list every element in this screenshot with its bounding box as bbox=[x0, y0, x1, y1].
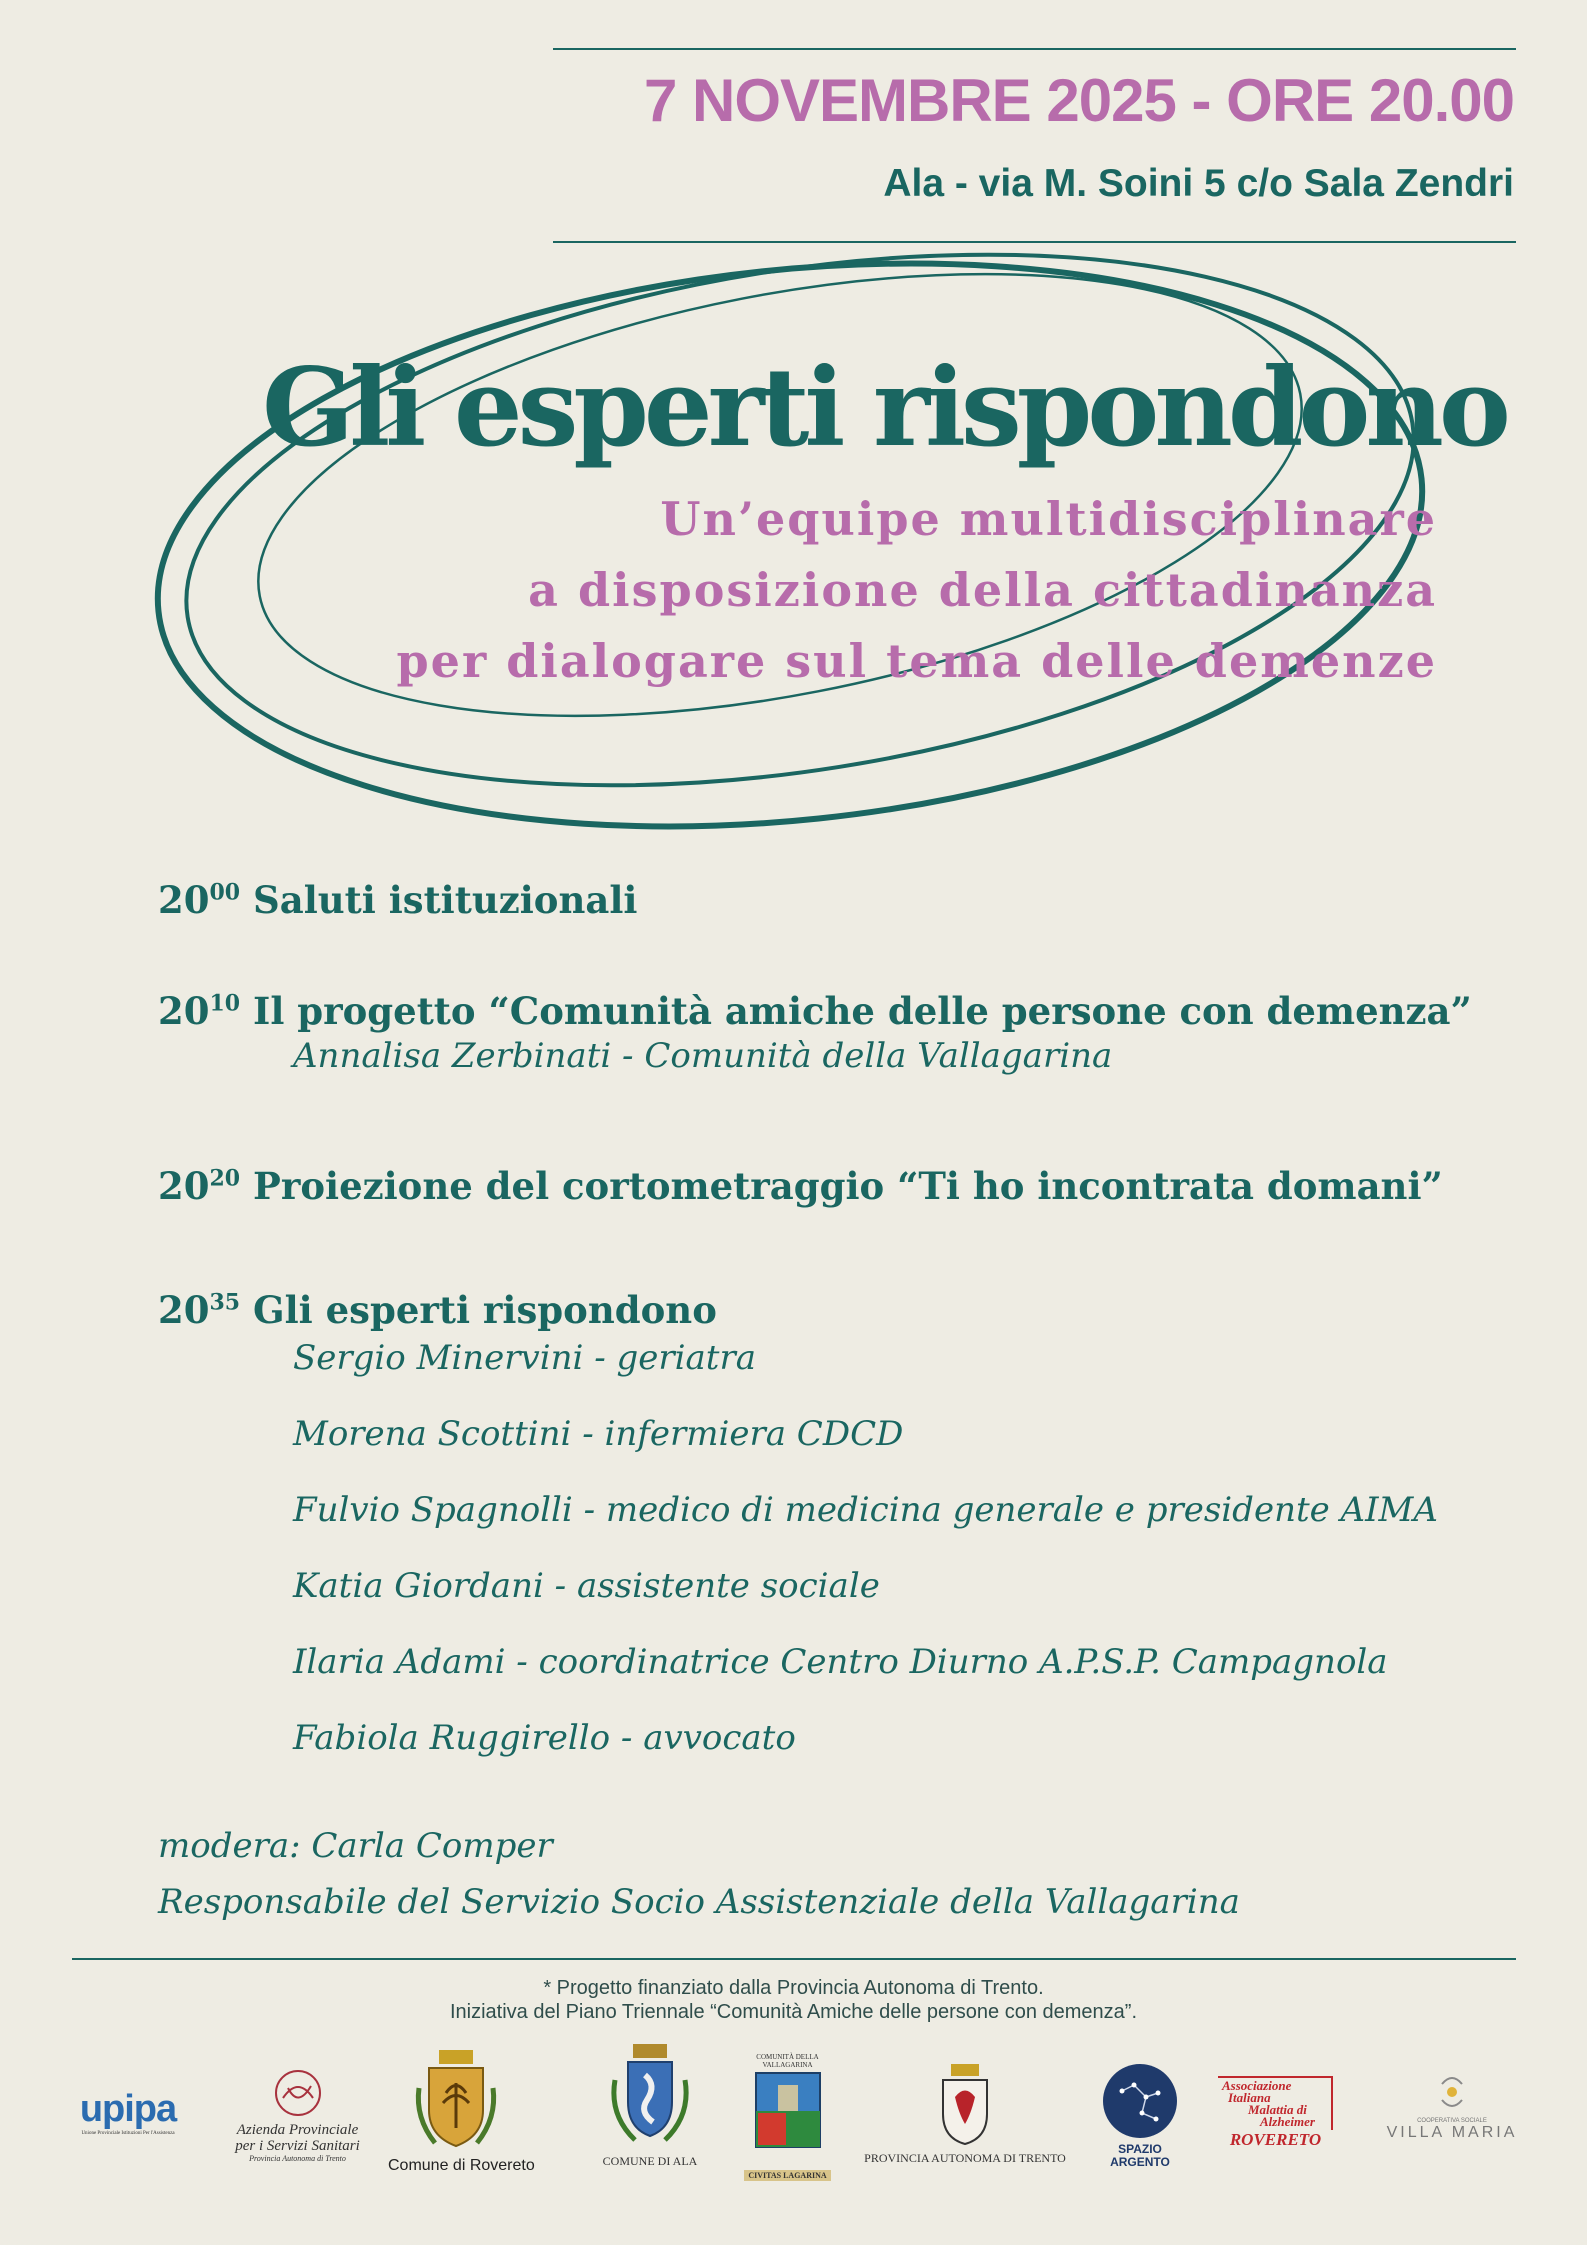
aima-logo bbox=[1218, 2076, 1353, 2150]
program-title: Saluti istituzionali bbox=[253, 878, 638, 922]
aima-box bbox=[1218, 2076, 1333, 2130]
program-item bbox=[158, 1288, 717, 1332]
event-date-time: 7 NOVEMBRE 2025 - ORE 20.00 bbox=[643, 67, 1514, 134]
program-minutes: 10 bbox=[209, 990, 241, 1017]
rovereto-logo bbox=[388, 2048, 535, 2175]
apss-line1: Azienda Provinciale bbox=[236, 2122, 359, 2138]
aima-line2: Italiana bbox=[1228, 2090, 1271, 2105]
apss-line2: per i Servizi Sanitari bbox=[235, 2138, 360, 2154]
main-title: Gli esperti rispondono bbox=[262, 345, 1506, 471]
vallagarina-top: COMUNITÀ DELLA VALLAGARINA bbox=[756, 2053, 819, 2069]
program-minutes: 20 bbox=[209, 1165, 241, 1192]
program-hour: 20 bbox=[158, 1288, 210, 1332]
program-speaker: Annalisa Zerbinati - Comunità della Vallagarina bbox=[293, 1036, 1113, 1076]
villa-maria-name: VILLA MARIA bbox=[1386, 2124, 1518, 2141]
apss-emblem-icon bbox=[273, 2068, 323, 2118]
villa-maria-small: COOPERATIVA SOCIALE bbox=[1417, 2118, 1487, 2124]
expert-item: Katia Giordani - assistente sociale bbox=[293, 1566, 880, 1606]
apss-line3: Provincia Autonoma di Trento bbox=[249, 2154, 346, 2163]
footnote-line: * Progetto finanziato dalla Provincia Autonoma di Trento. bbox=[543, 1977, 1044, 1999]
aima-line5: ROVERETO bbox=[1229, 2130, 1322, 2149]
upipa-logo bbox=[58, 2088, 198, 2136]
moderator-role: Responsabile del Servizio Socio Assistenziale della Vallagarina bbox=[158, 1882, 1240, 1922]
program-hour: 20 bbox=[158, 1164, 210, 1208]
header-divider bbox=[553, 241, 1516, 243]
subtitle-line: Un’equipe multidisciplinare bbox=[660, 492, 1437, 546]
program-item bbox=[158, 1164, 1443, 1208]
spazio-argento-logo bbox=[1095, 2063, 1185, 2169]
expert-item: Fabiola Ruggirello - avvocato bbox=[293, 1718, 796, 1758]
spazio-argento-line2: ARGENTO bbox=[1110, 2155, 1170, 2169]
constellation-icon bbox=[1102, 2063, 1178, 2139]
program-item bbox=[158, 878, 637, 922]
program-title: Il progetto “Comunità amiche delle persone con demenza” bbox=[253, 989, 1472, 1033]
subtitle-line: per dialogare sul tema delle demenze bbox=[396, 634, 1437, 688]
moderator-name: modera: Carla Comper bbox=[158, 1826, 553, 1866]
program-title: Gli esperti rispondono bbox=[253, 1288, 717, 1332]
rovereto-caption: Comune di Rovereto bbox=[388, 2157, 535, 2174]
subtitle bbox=[397, 484, 1437, 697]
footnote bbox=[0, 1976, 1587, 2024]
pat-caption: PROVINCIA AUTONOMA DI TRENTO bbox=[864, 2151, 1066, 2165]
upipa-wordmark: upipa bbox=[79, 2088, 177, 2130]
program-minutes: 35 bbox=[209, 1289, 241, 1316]
rovereto-crest-icon bbox=[411, 2048, 501, 2153]
vallagarina-logo bbox=[735, 2053, 840, 2182]
event-location: Ala - via M. Soini 5 c/o Sala Zendri bbox=[883, 162, 1514, 205]
expert-item: Ilaria Adami - coordinatrice Centro Diurno A.P.S.P. Campagnola bbox=[293, 1642, 1388, 1682]
apss-logo bbox=[225, 2068, 370, 2163]
aima-line3: Malattia di bbox=[1248, 2102, 1307, 2117]
program-minutes: 00 bbox=[209, 879, 241, 906]
footnote-line: Iniziativa del Piano Triennale “Comunità Amiche delle persone con demenza”. bbox=[449, 2001, 1138, 2023]
expert-item: Morena Scottini - infermiera CDCD bbox=[293, 1414, 904, 1454]
program-hour: 20 bbox=[158, 878, 210, 922]
program-hour: 20 bbox=[158, 989, 210, 1033]
ala-logo bbox=[580, 2040, 720, 2169]
vallagarina-banner: CIVITAS LAGARINA bbox=[744, 2170, 830, 2181]
footer-divider bbox=[72, 1958, 1516, 1960]
pat-logo bbox=[860, 2062, 1070, 2166]
aima-line4: Alzheimer bbox=[1260, 2114, 1315, 2129]
ala-caption: COMUNE DI ALA bbox=[602, 2154, 698, 2168]
top-divider bbox=[553, 48, 1516, 50]
program-title: Proiezione del cortometraggio “Ti ho incontrata domani” bbox=[253, 1164, 1443, 1208]
ala-crest-icon bbox=[595, 2040, 705, 2150]
upipa-tagline: Unione Provinciale Istituzioni Per l'Assistenza bbox=[81, 2131, 175, 2136]
spazio-argento-line1: SPAZIO bbox=[1118, 2142, 1162, 2156]
program-item bbox=[158, 989, 1472, 1033]
expert-item: Fulvio Spagnolli - medico di medicina generale e presidente AIMA bbox=[293, 1490, 1438, 1530]
subtitle-line: a disposizione della cittadinanza bbox=[528, 563, 1437, 617]
aima-line1: Associazione bbox=[1222, 2078, 1292, 2093]
pat-crest-icon bbox=[935, 2062, 995, 2147]
villa-maria-logo bbox=[1372, 2070, 1532, 2142]
expert-item: Sergio Minervini - geriatra bbox=[293, 1338, 756, 1378]
vallagarina-crest-icon bbox=[748, 2069, 828, 2159]
villa-maria-emblem-icon bbox=[1430, 2070, 1474, 2114]
